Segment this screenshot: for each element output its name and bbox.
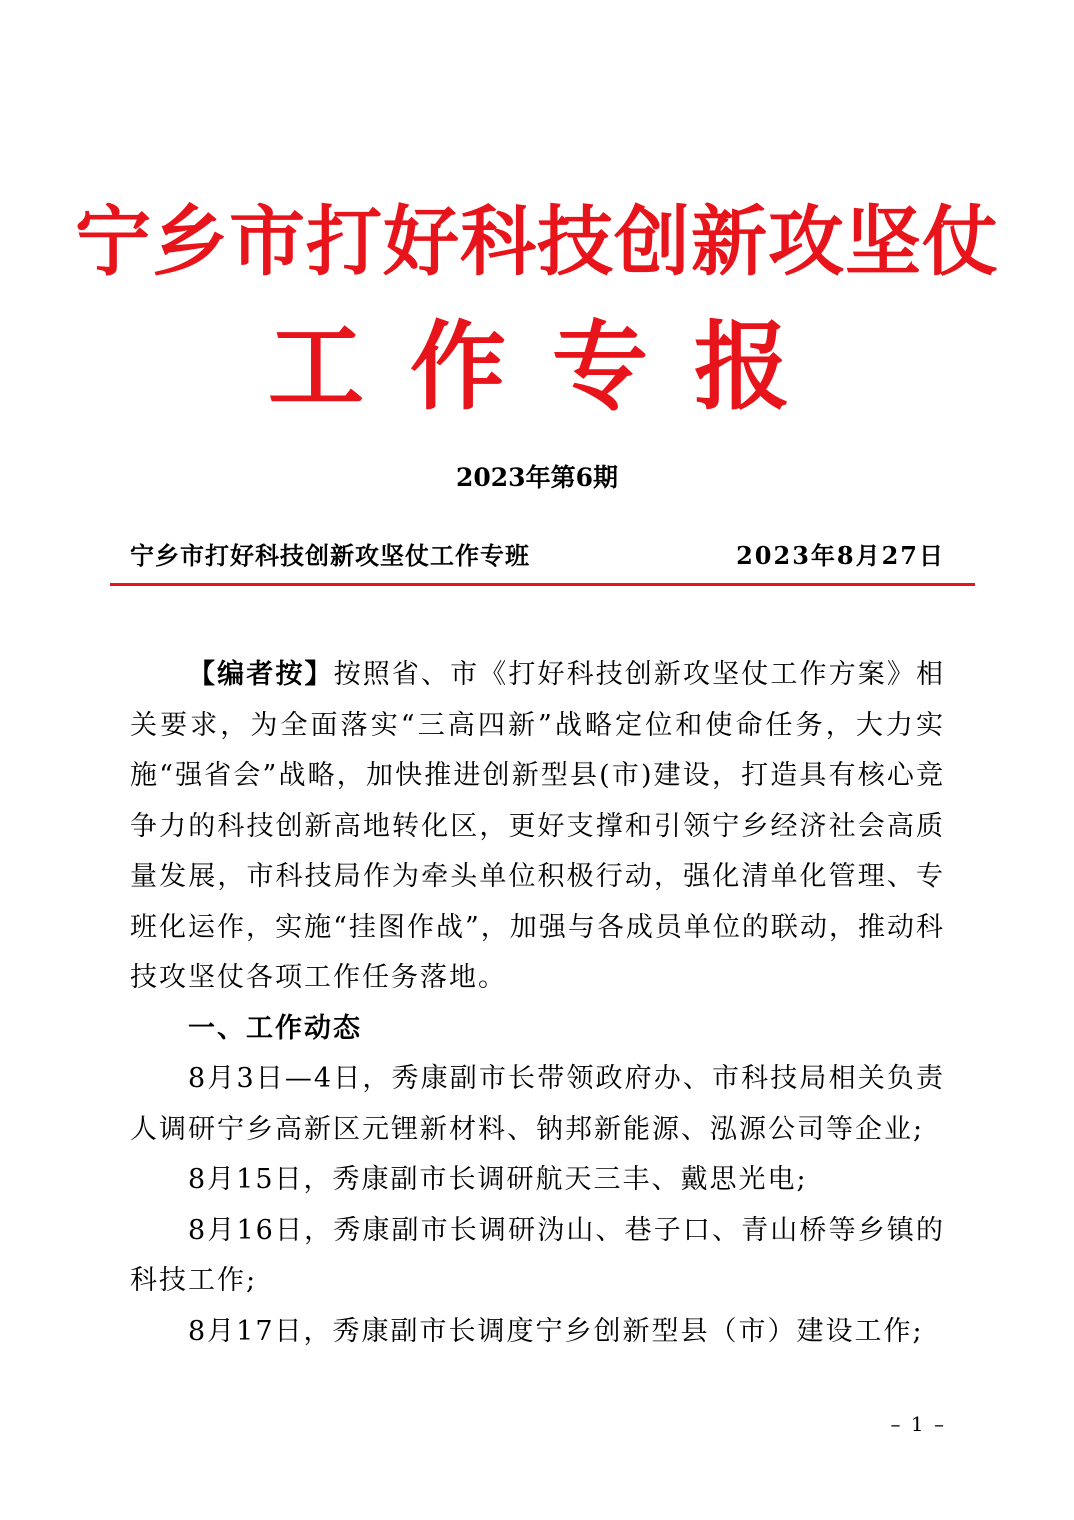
masthead-subtitle: 工作专报 (268, 311, 836, 423)
masthead-title: 宁乡市打好科技创新攻坚仗 (75, 197, 999, 286)
document-body (130, 650, 945, 1357)
list-item: 8月17日，秀康副市长调度宁乡创新型县（市）建设工作; (188, 1315, 924, 1347)
editor-note-label: 【编者按】 (188, 659, 334, 690)
issuer-organization: 宁乡市打好科技创新攻坚仗工作专班 (130, 541, 530, 570)
section-heading: 一、工作动态 (188, 1012, 362, 1044)
list-item: 8月16日，秀康副市长调研沩山、巷子口、青山桥等乡镇的科技工作; (130, 1214, 945, 1296)
editor-note-paragraph (130, 650, 945, 1004)
issuer-row (130, 536, 945, 576)
issue-date: 2023年8月27日 (736, 541, 945, 570)
issue-number: 2023年第6期 (456, 463, 618, 492)
red-divider (110, 583, 975, 586)
page-number: – 1 – (890, 1412, 946, 1436)
list-item: 8月3日—4日，秀康副市长带领政府办、市科技局相关负责人调研宁乡高新区元锂新材料、钠邦新能源、泓源公司等企业; (130, 1063, 945, 1145)
editor-note-text: 按照省、市《打好科技创新攻坚仗工作方案》相关要求，为全面落实“三高四新”战略定位和使命任务，大力实施“强省会”战略，加快推进创新型县(市)建设，打造具有核心竞争力的科技创新高地转化区，更好支撑和引领宁乡经济社会高质量发展，市科技局作为牵头单位积极行动，强化清单化管理、专班化运作，实施“挂图作战”，加强与各成员单位的联动，推动科技攻坚仗各项工作任务落地。 (130, 659, 946, 993)
list-item: 8月15日，秀康副市长调研航天三丰、戴思光电; (188, 1164, 808, 1195)
